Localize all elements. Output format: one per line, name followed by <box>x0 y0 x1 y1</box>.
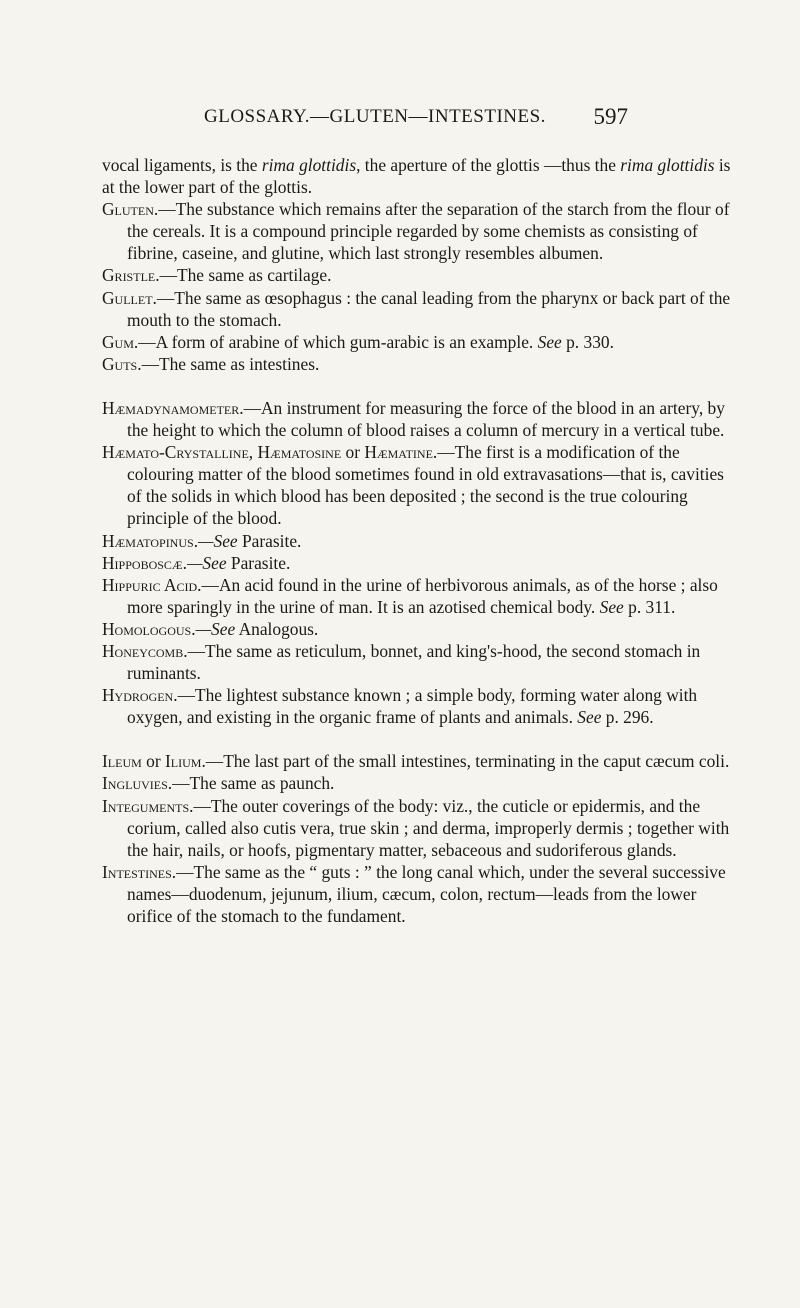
see-reference: See <box>577 707 602 728</box>
entry-guts <box>102 353 742 375</box>
section-gap <box>102 728 742 750</box>
page-reference: p. 330. <box>561 331 614 352</box>
entry-intestines <box>102 861 742 927</box>
definition: —An acid found in the urine of herbivorous animals, as of the horse ; also more sparingly in the urine of man. It is an azotised chemical body. <box>127 574 718 617</box>
entry-italic: rima glottidis <box>620 155 715 175</box>
headword: Gluten. <box>102 199 159 220</box>
page-number: 597 <box>593 104 628 129</box>
conjunction: or <box>341 442 365 463</box>
definition: —The same as reticulum, bonnet, and king's-hood, the second stomach in ruminants. <box>127 640 701 684</box>
definition: —The last part of the small intestines, terminating in the caput cæcum coli. <box>205 751 730 772</box>
headword: Hæmatopinus. <box>102 530 199 551</box>
definition: —The same as cartilage. <box>159 265 332 286</box>
definition: —The same as intestines. <box>141 353 320 374</box>
definition: —The substance which remains after the separation of the starch from the flour of the cereals. It is a compound principle regarded by some chemists as consisting of fibrine, caseine, and glutine, which last strongly resembles albumen. <box>127 199 730 264</box>
definition: —The same as the “ guts : ” the long canal which, under the several successive names—duodenum, jejunum, ilium, cæcum, colon, rectum—leads from the lower orifice of the stomach to the fundament. <box>127 861 726 926</box>
headword: Ileum <box>102 751 142 772</box>
headword: Intestines. <box>102 861 177 882</box>
entry-gum <box>102 331 742 353</box>
headword: Hydrogen. <box>102 685 178 706</box>
entry-hippuric-acid <box>102 574 742 618</box>
headword: Integuments. <box>102 795 194 816</box>
definition: —The same as œsophagus : the canal leading from the pharynx or back part of the mouth to the stomach. <box>127 287 731 330</box>
entry-homologous <box>102 618 742 640</box>
definition: —The outer coverings of the body: viz., the cuticle or epidermis, and the corium, called also cutis vera, true skin ; and derma, improperly dermis ; together with the hair, nails, or hoofs, pigmentary matter, sebaceous and sudoriferous glands. <box>127 795 730 860</box>
definition: Analogous. <box>235 618 319 639</box>
headword: Guts. <box>102 353 142 374</box>
headword: Honeycomb. <box>102 640 188 661</box>
entry-hippoboscae <box>102 552 742 574</box>
headword: Ilium. <box>164 751 206 772</box>
headword: Hæmato-Crystalline, Hæmatosine <box>102 442 342 463</box>
entry-text: is at the lower part of the glottis. <box>102 155 731 198</box>
definition: Parasite. <box>237 530 302 551</box>
headword: Hæmatine. <box>364 442 438 463</box>
section-gap <box>102 375 742 397</box>
entry-text: vocal ligaments, is the <box>102 155 262 175</box>
headword: Gristle. <box>102 265 160 286</box>
glossary-body <box>102 154 742 927</box>
running-head: GLOSSARY.—GLUTEN—INTESTINES. <box>204 106 546 127</box>
entry-italic: rima glottidis <box>261 155 357 175</box>
headword: Hippuric Acid. <box>102 574 202 595</box>
entry-ingluvies <box>102 772 742 794</box>
entry-text: , the aperture of the glottis —thus the <box>356 155 621 175</box>
definition: —An instrument for measuring the force of the blood in an artery, by the height to which the column of blood raises a column of mercury in a vertical tube. <box>127 397 725 441</box>
entry-continuation-vocal <box>102 154 742 198</box>
entry-integuments <box>102 795 742 861</box>
definition: Parasite. <box>226 552 291 573</box>
see-reference: —See <box>198 530 238 551</box>
entry-gristle <box>102 264 742 286</box>
see-reference: See <box>599 596 624 617</box>
entry-haemato-crystalline <box>102 441 742 529</box>
entry-hydrogen <box>102 684 742 728</box>
headword: Ingluvies. <box>102 773 173 794</box>
entry-haematopinus <box>102 530 742 552</box>
definition: —A form of arabine of which gum-arabic is an example. <box>138 331 538 352</box>
headword: Gullet. <box>102 287 157 308</box>
entry-gullet <box>102 287 742 331</box>
page-reference: p. 311. <box>623 596 676 617</box>
entry-honeycomb <box>102 640 742 684</box>
page-reference: p. 296. <box>601 707 654 728</box>
headword: Hæmadynamometer. <box>102 397 244 418</box>
entry-gluten <box>102 198 742 264</box>
definition: —The first is a modification of the colouring matter of the blood sometimes found in old extravasations—that is, cavities of the solids in which blood has been deposited ; the second is the true colouring principle of the blood. <box>127 442 724 529</box>
definition: —The lightest substance known ; a simple body, forming water along with oxygen, and existing in the organic frame of plants and animals. <box>127 685 698 728</box>
entry-haemadynamometer <box>102 397 742 441</box>
headword: Homologous. <box>102 618 196 639</box>
headword: Gum. <box>102 331 139 352</box>
page-header <box>204 106 628 136</box>
see-reference: See <box>537 331 562 352</box>
headword: Hippoboscæ. <box>102 552 187 573</box>
entry-ileum <box>102 750 742 772</box>
see-reference: —See <box>195 618 236 639</box>
conjunction: or <box>141 751 165 772</box>
definition: —The same as paunch. <box>172 773 335 794</box>
see-reference: —See <box>186 552 227 573</box>
